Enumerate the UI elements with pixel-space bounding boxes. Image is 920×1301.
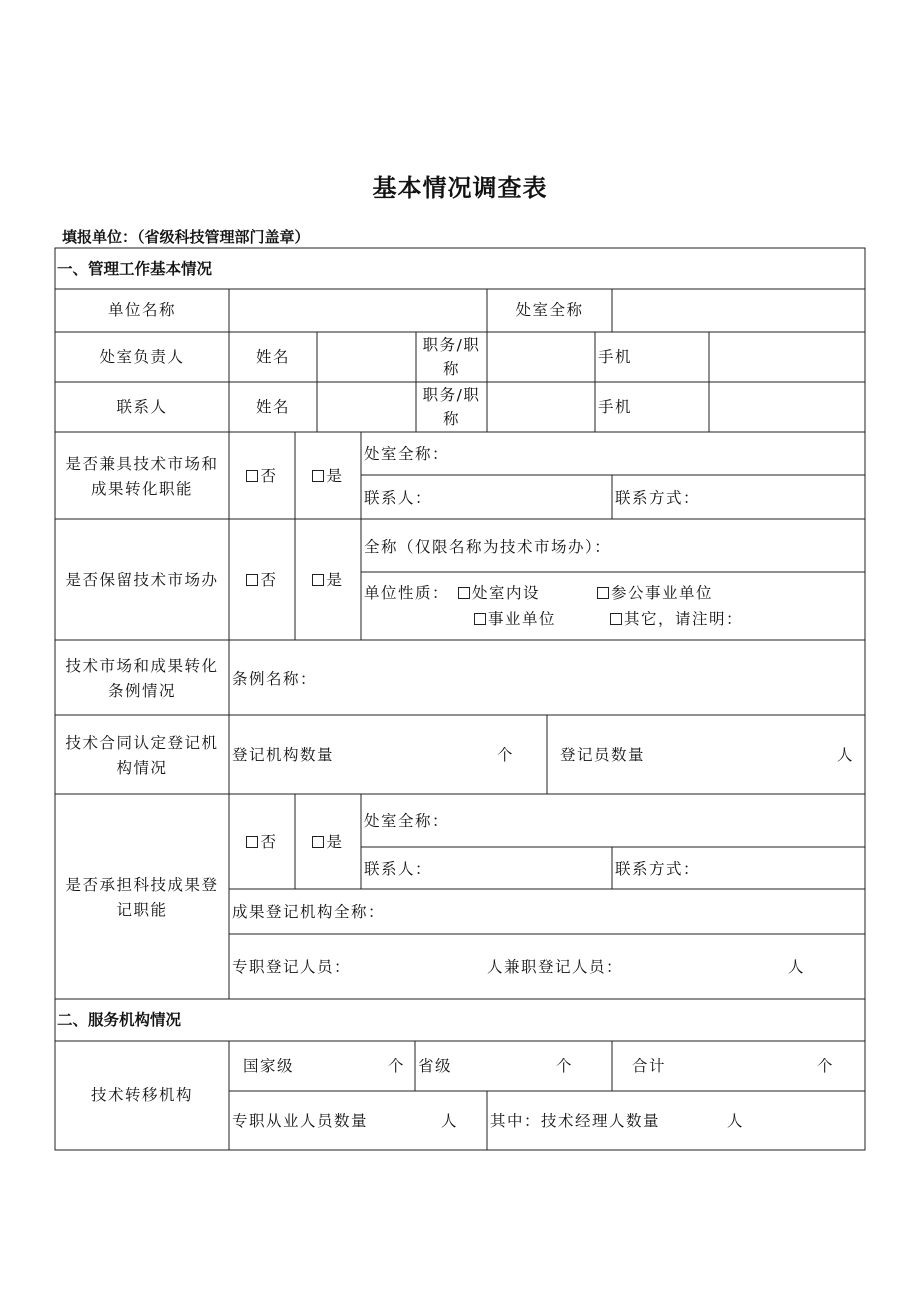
achievement-question: 是否承担科技成果登 [65,876,219,894]
fill-unit-label: 填报单位：（省级科技管理部门盖章） [62,228,310,246]
head-position-label-2: 称 [442,360,460,378]
head-name-label: 姓名 [255,348,290,366]
retain-office-question: 是否保留技术市场办 [65,571,219,589]
checkbox-icon [246,470,258,482]
regulation-question: 技术市场和成果转化 [65,657,219,675]
regulation-name-field[interactable]: 条例名称： [232,670,318,688]
checkbox-icon [312,836,324,848]
achievement-yes-checkbox[interactable]: 是 [295,830,361,854]
head-phone-label: 手机 [598,348,633,366]
achievement-office-name-field[interactable]: 处室全称： [364,812,450,830]
registrar-count-unit: 人 [837,746,855,764]
provincial-label: 省级 [418,1057,453,1075]
head-position-label: 职务/职 [422,336,481,354]
registry-count-label: 登记机构数量 [232,746,335,764]
achievement-no-checkbox[interactable]: 否 [229,830,295,854]
checkbox-icon [474,613,486,625]
checkbox-icon [312,574,324,586]
unit-nature-label: 单位性质： [364,584,450,602]
dual-contact-field[interactable]: 联系人： [364,489,433,507]
page-title: 基本情况调查表 [372,174,548,202]
achievement-question-2: 记职能 [116,901,168,919]
contact-phone-label: 手机 [598,398,633,416]
dual-contact-method-field[interactable]: 联系方式： [615,489,701,507]
dual-role-yes-checkbox[interactable]: 是 [295,464,361,488]
national-label: 国家级 [243,1057,295,1075]
parttime-registrars-label: 人兼职登记人员： [487,958,624,976]
nature-other-checkbox[interactable]: 其它，请注明： [610,607,743,631]
total-unit: 个 [817,1057,835,1075]
total-label: 合计 [632,1057,667,1075]
fulltime-staff-label: 专职从业人员数量 [232,1112,369,1130]
nature-public-ref-checkbox[interactable]: 参公事业单位 [597,581,713,605]
tech-manager-unit: 人 [727,1112,745,1130]
nature-office-internal-checkbox[interactable]: 处室内设 [458,581,540,605]
dual-office-name-field[interactable]: 处室全称： [364,445,450,463]
checkbox-icon [458,587,470,599]
contract-question-2: 构情况 [116,759,168,777]
nature-public-institution-checkbox[interactable]: 事业单位 [474,607,556,631]
retain-yes-checkbox[interactable]: 是 [295,568,361,592]
dual-role-question-2: 成果转化职能 [90,480,193,498]
unit-name-label: 单位名称 [107,301,176,319]
contact-position-label-2: 称 [442,410,460,428]
checkbox-icon [246,836,258,848]
national-unit: 个 [388,1057,406,1075]
section1-heading: 一、管理工作基本情况 [57,260,213,278]
contact-position-label: 职务/职 [422,386,481,404]
office-full-name-label: 处室全称 [515,301,584,319]
achievement-contact-method-field[interactable]: 联系方式： [615,860,701,878]
registry-count-unit: 个 [497,746,515,764]
checkbox-icon [597,587,609,599]
contract-question: 技术合同认定登记机 [65,734,219,752]
parttime-registrars-unit: 人 [788,958,806,976]
contact-name-label: 姓名 [255,398,290,416]
dual-role-no-checkbox[interactable]: 否 [229,464,295,488]
regulation-question-2: 条例情况 [107,682,176,700]
provincial-unit: 个 [556,1057,574,1075]
contact-person-label: 联系人 [116,398,168,416]
dual-role-question: 是否兼具技术市场和 [65,455,219,473]
checkbox-icon [610,613,622,625]
checkbox-icon [246,574,258,586]
section2-heading: 二、服务机构情况 [57,1011,182,1029]
fulltime-staff-unit: 人 [441,1112,459,1130]
registrar-count-label: 登记员数量 [560,746,646,764]
fulltime-registrars-label: 专职登记人员： [232,958,352,976]
retain-no-checkbox[interactable]: 否 [229,568,295,592]
office-head-label: 处室负责人 [99,348,185,366]
tech-manager-label: 其中：技术经理人数量 [490,1112,661,1130]
transfer-org-label: 技术转移机构 [90,1086,193,1104]
checkbox-icon [312,470,324,482]
achievement-registry-name-field[interactable]: 成果登记机构全称： [232,903,386,921]
achievement-contact-field[interactable]: 联系人： [364,860,433,878]
limited-full-name-field[interactable]: 全称（仅限名称为技术市场办）： [364,538,612,556]
